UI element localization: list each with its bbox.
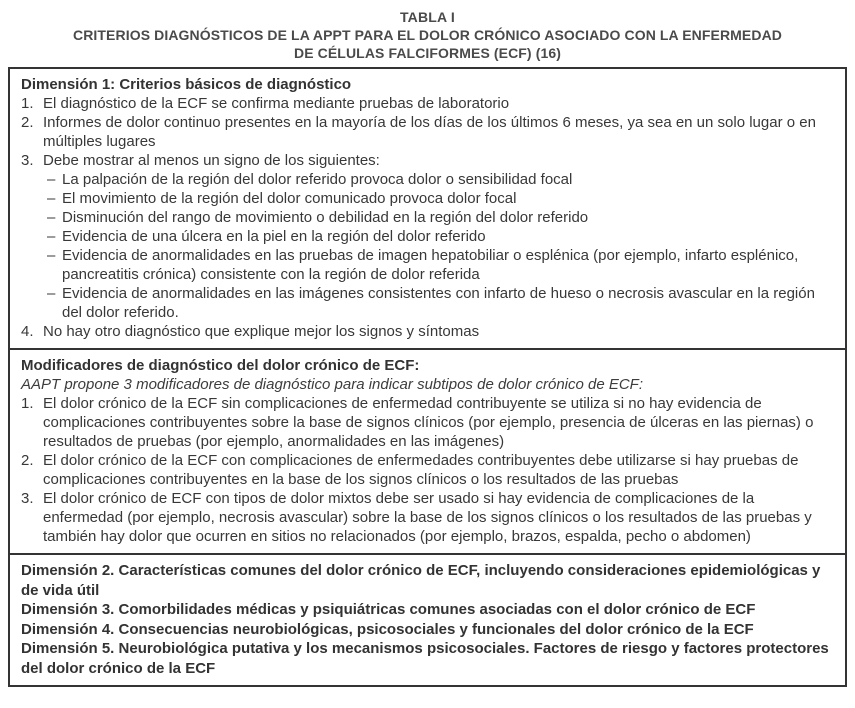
- item-marker: –: [47, 171, 56, 188]
- table-label: TABLA I: [399, 9, 456, 25]
- item-marker: 4.: [21, 323, 34, 340]
- list-item: [21, 322, 835, 341]
- list-item: [21, 394, 835, 451]
- item-text: No hay otro diagnóstico que explique mejor los signos y síntomas: [43, 323, 480, 340]
- item-text: El diagnóstico de la ECF se confirma mediante pruebas de laboratorio: [43, 95, 510, 112]
- section-note: AAPT propone 3 modificadores de diagnóstico para indicar subtipos de dolor crónico de ECF:: [21, 376, 644, 393]
- table-caption: [8, 8, 847, 62]
- item-text: El dolor crónico de la ECF con complicaciones de enfermedades contribuyentes debe utilizarse si hay pruebas de complicaciones contribuyentes en la base de los signos clínicos o los resultados de las pruebas: [43, 452, 799, 488]
- list-item: [21, 451, 835, 489]
- sub-list-item: [21, 284, 835, 322]
- item-marker: –: [47, 190, 56, 207]
- section-dimension-1: [10, 69, 845, 348]
- item-marker: –: [47, 209, 56, 226]
- item-marker: 1.: [21, 95, 34, 112]
- item-marker: 1.: [21, 395, 34, 412]
- item-text: Evidencia de anormalidades en las pruebas de imagen hepatobiliar o esplénica (por ejemplo, infarto esplénico, pancreatitis crónica) consistente con la región de dolor referida: [62, 247, 799, 283]
- table-title-line-1: CRITERIOS DIAGNÓSTICOS DE LA APPT PARA EL DOLOR CRÓNICO ASOCIADO CON LA ENFERMEDAD: [73, 27, 782, 43]
- item-text: Informes de dolor continuo presentes en la mayoría de los días de los últimos 6 meses, ya sea en un solo lugar o en múltiples lugares: [43, 114, 816, 150]
- sub-list-item: [21, 246, 835, 284]
- section-dimensions-2-5: [10, 553, 845, 685]
- item-text: Disminución del rango de movimiento o debilidad en la región del dolor referido: [62, 209, 589, 226]
- item-marker: –: [47, 247, 56, 264]
- section-heading: Modificadores de diagnóstico del dolor crónico de ECF:: [21, 357, 420, 374]
- table-title-line-2: DE CÉLULAS FALCIFORMES (ECF) (16): [294, 45, 561, 61]
- item-text: Debe mostrar al menos un signo de los siguientes:: [43, 152, 380, 169]
- item-text: Evidencia de anormalidades en las imágenes consistentes con infarto de hueso o necrosis avascular en la región del dolor referido.: [62, 285, 815, 321]
- dimension-paragraph: Dimensión 4. Consecuencias neurobiológicas, psicosociales y funcionales del dolor crónico de la ECF: [21, 620, 754, 638]
- item-marker: 2.: [21, 452, 34, 469]
- sub-list-item: [21, 189, 835, 208]
- item-marker: 3.: [21, 490, 34, 507]
- item-marker: 3.: [21, 152, 34, 169]
- item-marker: –: [47, 285, 56, 302]
- list-item: [21, 94, 835, 113]
- list-item: [21, 151, 835, 170]
- item-text: Evidencia de una úlcera en la piel en la región del dolor referido: [62, 228, 486, 245]
- section-heading: Dimensión 1: Criterios básicos de diagnóstico: [21, 76, 352, 93]
- item-marker: 2.: [21, 114, 34, 131]
- item-text: El dolor crónico de la ECF sin complicaciones de enfermedad contribuyente se utiliza si no hay evidencia de complicaciones contribuyentes sobre la base de signos clínicos (por ejemplo, presencia de úlceras en las piernas) o resultados de pruebas (por ejemplo, anormalidades en las imágenes): [43, 395, 814, 450]
- dimension-paragraph: Dimensión 2. Características comunes del dolor crónico de ECF, incluyendo consideraciones epidemiológicas y de vida útil: [21, 562, 821, 599]
- sub-list-item: [21, 227, 835, 246]
- list-item: [21, 489, 835, 546]
- section-modifiers: [10, 348, 845, 553]
- sub-list-item: [21, 208, 835, 227]
- item-text: El movimiento de la región del dolor comunicado provoca dolor focal: [62, 190, 517, 207]
- dimension-paragraph: Dimensión 3. Comorbilidades médicas y psiquiátricas comunes asociadas con el dolor crónico de ECF: [21, 601, 756, 618]
- item-text: La palpación de la región del dolor referido provoca dolor o sensibilidad focal: [62, 171, 573, 188]
- item-text: El dolor crónico de ECF con tipos de dolor mixtos debe ser usado si hay evidencia de complicaciones de la enfermedad (por ejemplo, necrosis avascular) sobre la base de los signos clínicos o los resultados de las pruebas y también hay dolor que ocurren en sitios no relacionados (por ejemplo, brazos, espalda, pecho o abdomen): [43, 490, 812, 545]
- list-item: [21, 113, 835, 151]
- criteria-table: [8, 67, 847, 687]
- item-marker: –: [47, 228, 56, 245]
- dimension-paragraph: Dimensión 5. Neurobiológica putativa y los mecanismos psicosociales. Factores de riesgo y factores protectores del dolor crónico de la ECF: [21, 640, 829, 677]
- sub-list-item: [21, 170, 835, 189]
